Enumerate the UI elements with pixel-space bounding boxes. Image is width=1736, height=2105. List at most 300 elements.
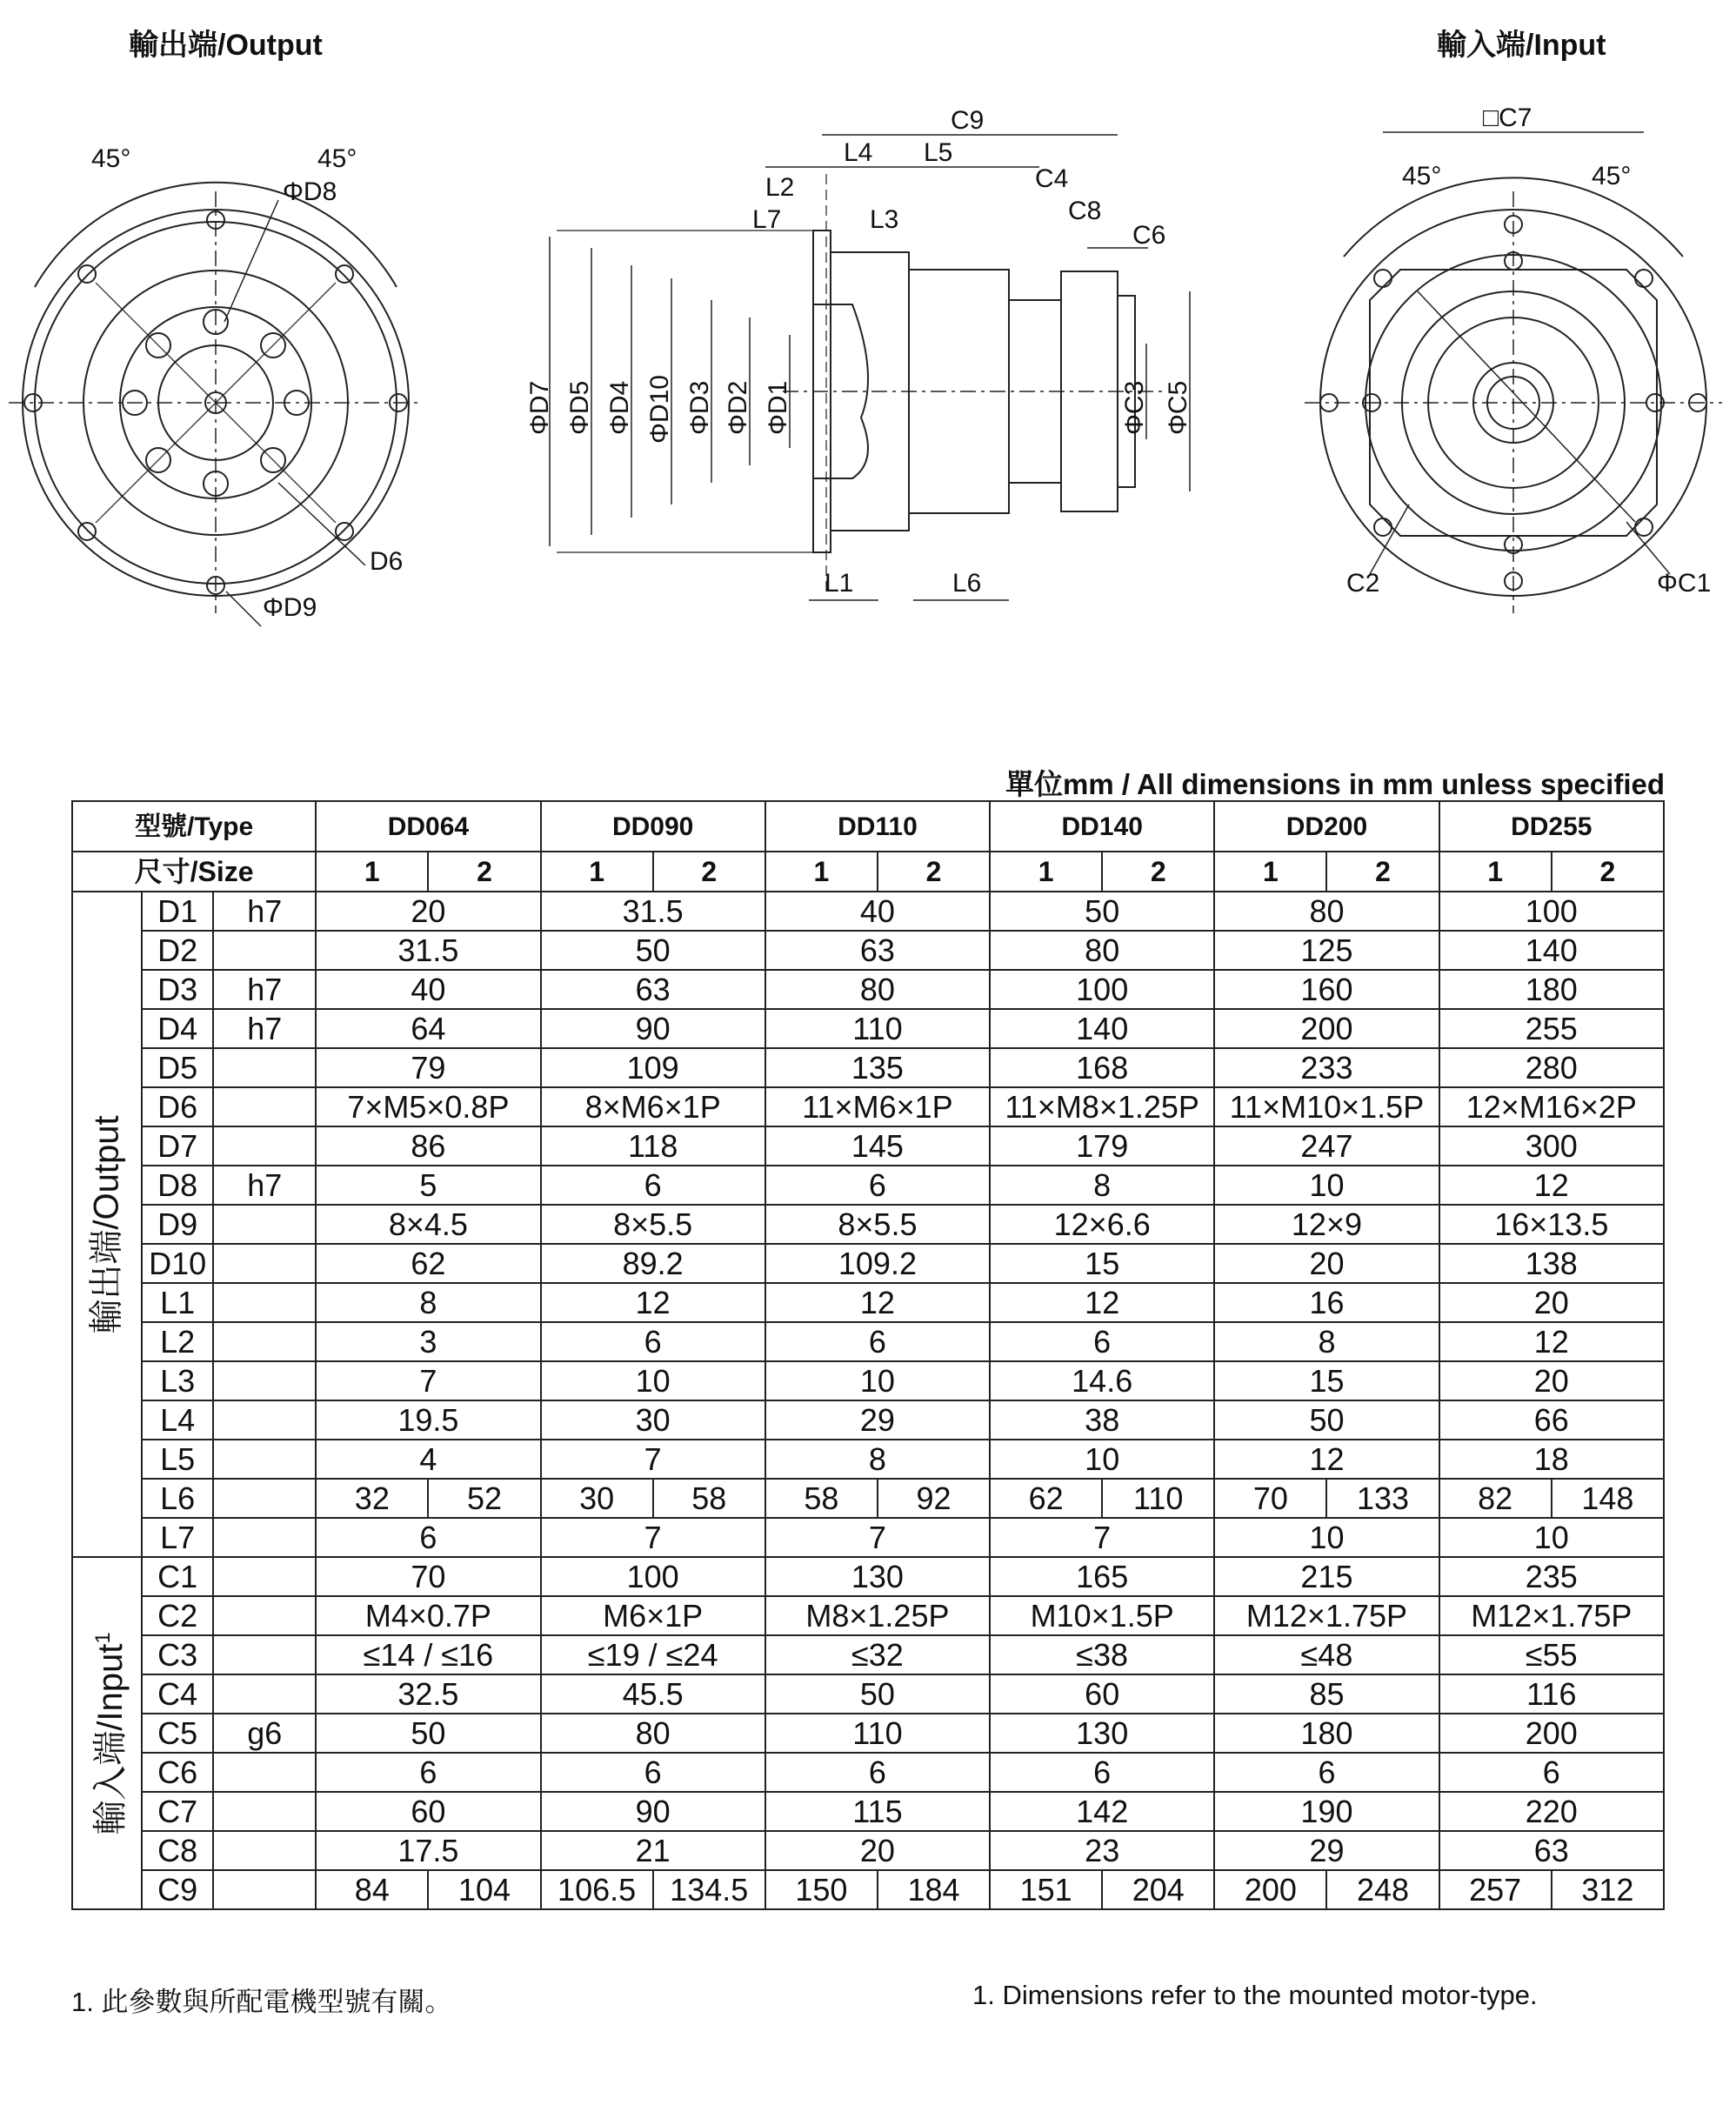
value-cell: 118 [541, 1126, 765, 1166]
dim-d4: ΦD4 [605, 380, 634, 435]
value-cell: 184 [878, 1870, 990, 1909]
value-cell: 11×M6×1P [765, 1087, 990, 1126]
tolerance-cell [213, 1479, 316, 1518]
value-cell: 12×9 [1214, 1205, 1439, 1244]
group-label: 輸入端/Input$^1$ [90, 1631, 130, 1835]
value-cell: 200 [1214, 1009, 1439, 1048]
table-row [72, 892, 1664, 931]
value-cell: 18 [1439, 1440, 1664, 1479]
model-header: DD140 [990, 801, 1214, 852]
value-cell: 130 [765, 1557, 990, 1596]
value-cell: M12×1.75P [1439, 1596, 1664, 1635]
dim-d7: ΦD7 [525, 380, 554, 435]
model-header: DD090 [541, 801, 765, 852]
footnote-en: 1. Dimensions refer to the mounted motor-type. [972, 1980, 1538, 2010]
param-cell: L3 [142, 1361, 213, 1400]
value-cell: 168 [990, 1048, 1214, 1087]
value-cell: 4 [316, 1440, 540, 1479]
value-cell: 200 [1439, 1714, 1664, 1753]
value-cell: 50 [316, 1714, 540, 1753]
value-cell: 20 [765, 1831, 990, 1870]
value-cell: 16 [1214, 1283, 1439, 1322]
value-cell: 7×M5×0.8P [316, 1087, 540, 1126]
dim-c7: □C7 [1483, 104, 1532, 132]
value-cell: 21 [541, 1831, 765, 1870]
param-cell: D8 [142, 1166, 213, 1205]
value-cell: 248 [1326, 1870, 1439, 1909]
footnote-ref: 1 [90, 1631, 115, 1644]
table-row [72, 1518, 1664, 1557]
group-label-cell [72, 892, 142, 1557]
value-cell: 200 [1214, 1870, 1326, 1909]
value-cell: 125 [1214, 931, 1439, 970]
tolerance-cell [213, 931, 316, 970]
value-cell: M12×1.75P [1214, 1596, 1439, 1635]
type-header: 型號/Type [72, 801, 316, 852]
value-cell: 12×6.6 [990, 1205, 1214, 1244]
value-cell: 70 [1214, 1479, 1326, 1518]
value-cell: 130 [990, 1714, 1214, 1753]
table-row [72, 1635, 1664, 1674]
value-cell: 109.2 [765, 1244, 990, 1283]
param-cell: C2 [142, 1596, 213, 1635]
value-cell: 58 [653, 1479, 765, 1518]
value-cell: 29 [1214, 1831, 1439, 1870]
param-cell: L6 [142, 1479, 213, 1518]
table-row [72, 1596, 1664, 1635]
value-cell: 15 [990, 1244, 1214, 1283]
dim-l3: L3 [870, 205, 899, 234]
value-cell: 52 [428, 1479, 540, 1518]
input-view-drawing [1305, 132, 1722, 613]
value-cell: 6 [541, 1753, 765, 1792]
param-cell: D3 [142, 970, 213, 1009]
value-cell: 8 [316, 1283, 540, 1322]
table-row [72, 1753, 1664, 1792]
dim-d6: D6 [370, 547, 404, 576]
output-view-drawing [9, 183, 423, 626]
table-row [72, 1126, 1664, 1166]
tolerance-cell [213, 1048, 316, 1087]
value-cell: 8×5.5 [765, 1205, 990, 1244]
value-cell: 135 [765, 1048, 990, 1087]
value-cell: 63 [1439, 1831, 1664, 1870]
dim-input-angle-left: 45° [1402, 162, 1442, 190]
value-cell: 20 [1439, 1283, 1664, 1322]
value-cell: 165 [990, 1557, 1214, 1596]
value-cell: 300 [1439, 1126, 1664, 1166]
value-cell: 7 [990, 1518, 1214, 1557]
param-cell: C1 [142, 1557, 213, 1596]
value-cell: 116 [1439, 1674, 1664, 1714]
dim-c6: C6 [1132, 221, 1166, 250]
param-cell: L5 [142, 1440, 213, 1479]
param-cell: L1 [142, 1283, 213, 1322]
dim-d3: ΦD3 [685, 380, 714, 435]
value-cell: ≤19 / ≤24 [541, 1635, 765, 1674]
param-cell: L4 [142, 1400, 213, 1440]
param-cell: D5 [142, 1048, 213, 1087]
value-cell: 8 [990, 1166, 1214, 1205]
dim-c9: C9 [951, 106, 985, 135]
value-cell: 6 [990, 1753, 1214, 1792]
value-cell: 115 [765, 1792, 990, 1831]
value-cell: 80 [541, 1714, 765, 1753]
value-cell: 180 [1214, 1714, 1439, 1753]
value-cell: 3 [316, 1322, 540, 1361]
value-cell: 50 [990, 892, 1214, 931]
value-cell: 110 [765, 1009, 990, 1048]
value-cell: M8×1.25P [765, 1596, 990, 1635]
value-cell: 110 [765, 1714, 990, 1753]
table-row [72, 1283, 1664, 1322]
dim-d9: ΦD9 [263, 593, 317, 622]
value-cell: 8×5.5 [541, 1205, 765, 1244]
table-row [72, 1361, 1664, 1400]
value-cell: 86 [316, 1126, 540, 1166]
table-row [72, 1831, 1664, 1870]
value-cell: 6 [765, 1322, 990, 1361]
value-cell: 12 [990, 1283, 1214, 1322]
param-cell: D9 [142, 1205, 213, 1244]
dim-c4: C4 [1035, 164, 1069, 193]
value-cell: 179 [990, 1126, 1214, 1166]
value-cell: 6 [765, 1166, 990, 1205]
value-cell: 220 [1439, 1792, 1664, 1831]
tolerance-cell [213, 1792, 316, 1831]
value-cell: 80 [1214, 892, 1439, 931]
value-cell: 30 [541, 1479, 653, 1518]
model-header: DD200 [1214, 801, 1439, 852]
value-cell: 17.5 [316, 1831, 540, 1870]
value-cell: ≤14 / ≤16 [316, 1635, 540, 1674]
dim-l4: L4 [844, 138, 873, 167]
param-cell: C8 [142, 1831, 213, 1870]
param-cell: D4 [142, 1009, 213, 1048]
dim-c3: ΦC3 [1120, 380, 1149, 435]
value-cell: 19.5 [316, 1400, 540, 1440]
value-cell: 160 [1214, 970, 1439, 1009]
value-cell: 20 [1439, 1361, 1664, 1400]
value-cell: M4×0.7P [316, 1596, 540, 1635]
table-row [72, 1048, 1664, 1087]
spec-table [71, 800, 1665, 1910]
value-cell: 10 [541, 1361, 765, 1400]
value-cell: 6 [1439, 1753, 1664, 1792]
dim-l2: L2 [765, 173, 795, 202]
value-cell: 10 [1214, 1166, 1439, 1205]
value-cell: 6 [765, 1753, 990, 1792]
value-cell: 89.2 [541, 1244, 765, 1283]
value-cell: 7 [316, 1361, 540, 1400]
param-cell: D6 [142, 1087, 213, 1126]
value-cell: 145 [765, 1126, 990, 1166]
value-cell: 12 [541, 1283, 765, 1322]
tolerance-cell [213, 1205, 316, 1244]
param-cell: D10 [142, 1244, 213, 1283]
value-cell: 6 [541, 1166, 765, 1205]
value-cell: 204 [1102, 1870, 1214, 1909]
value-cell: 100 [541, 1557, 765, 1596]
param-cell: C6 [142, 1753, 213, 1792]
value-cell: 134.5 [653, 1870, 765, 1909]
value-cell: 100 [1439, 892, 1664, 931]
value-cell: 12 [1439, 1166, 1664, 1205]
value-cell: 312 [1552, 1870, 1664, 1909]
dim-c2: C2 [1346, 569, 1380, 598]
dim-c5: ΦC5 [1164, 380, 1192, 435]
value-cell: 11×M10×1.5P [1214, 1087, 1439, 1126]
tolerance-cell [213, 1322, 316, 1361]
param-cell: D2 [142, 931, 213, 970]
size-cell: 2 [1326, 852, 1439, 892]
param-cell: C9 [142, 1870, 213, 1909]
value-cell: 280 [1439, 1048, 1664, 1087]
value-cell: 92 [878, 1479, 990, 1518]
value-cell: 109 [541, 1048, 765, 1087]
value-cell: 138 [1439, 1244, 1664, 1283]
value-cell: 6 [316, 1518, 540, 1557]
value-cell: 10 [1439, 1518, 1664, 1557]
value-cell: 32.5 [316, 1674, 540, 1714]
value-cell: 6 [990, 1322, 1214, 1361]
value-cell: 10 [765, 1361, 990, 1400]
table-row [72, 931, 1664, 970]
tolerance-cell [213, 1087, 316, 1126]
size-cell: 2 [1552, 852, 1664, 892]
dim-l7: L7 [752, 205, 782, 234]
size-cell: 1 [1214, 852, 1326, 892]
param-cell: C5 [142, 1714, 213, 1753]
dim-d1: ΦD1 [764, 380, 792, 435]
param-cell: C3 [142, 1635, 213, 1674]
tolerance-cell [213, 1400, 316, 1440]
value-cell: 40 [316, 970, 540, 1009]
value-cell: 29 [765, 1400, 990, 1440]
tolerance-cell [213, 1831, 316, 1870]
value-cell: 233 [1214, 1048, 1439, 1087]
value-cell: 140 [1439, 931, 1664, 970]
value-cell: 45.5 [541, 1674, 765, 1714]
value-cell: 148 [1552, 1479, 1664, 1518]
value-cell: M10×1.5P [990, 1596, 1214, 1635]
dim-d10: ΦD10 [645, 375, 674, 444]
value-cell: 8×M6×1P [541, 1087, 765, 1126]
value-cell: 50 [541, 931, 765, 970]
value-cell: 85 [1214, 1674, 1439, 1714]
dim-c1: ΦC1 [1657, 569, 1712, 598]
dim-l5: L5 [924, 138, 953, 167]
tolerance-cell [213, 1283, 316, 1322]
value-cell: 23 [990, 1831, 1214, 1870]
value-cell: ≤55 [1439, 1635, 1664, 1674]
value-cell: 62 [990, 1479, 1102, 1518]
tolerance-cell: h7 [213, 892, 316, 931]
value-cell: 140 [990, 1009, 1214, 1048]
input-end-label: 輸入端/Input [1437, 29, 1606, 62]
value-cell: 63 [765, 931, 990, 970]
value-cell: 7 [541, 1440, 765, 1479]
value-cell: 58 [765, 1479, 878, 1518]
value-cell: 38 [990, 1400, 1214, 1440]
value-cell: 133 [1326, 1479, 1439, 1518]
value-cell: 12 [1214, 1440, 1439, 1479]
value-cell: 79 [316, 1048, 540, 1087]
dim-d2: ΦD2 [724, 380, 752, 435]
param-cell: L7 [142, 1518, 213, 1557]
value-cell: 150 [765, 1870, 878, 1909]
value-cell: 180 [1439, 970, 1664, 1009]
dim-output-angle-right: 45° [317, 144, 357, 173]
value-cell: 70 [316, 1557, 540, 1596]
value-cell: 100 [990, 970, 1214, 1009]
value-cell: 50 [765, 1674, 990, 1714]
table-row [72, 1009, 1664, 1048]
tolerance-cell [213, 1440, 316, 1479]
size-cell: 1 [765, 852, 878, 892]
value-cell: 80 [990, 931, 1214, 970]
table-row [72, 1400, 1664, 1440]
value-cell: 16×13.5 [1439, 1205, 1664, 1244]
table-row [72, 1714, 1664, 1753]
table-row [72, 1244, 1664, 1283]
value-cell: 110 [1102, 1479, 1214, 1518]
output-end-label: 輸出端/Output [129, 29, 323, 62]
dim-output-angle-left: 45° [91, 144, 131, 173]
table-row [72, 970, 1664, 1009]
type-header-row [72, 801, 1664, 852]
size-cell: 1 [1439, 852, 1552, 892]
value-cell: 80 [765, 970, 990, 1009]
table-row [72, 1166, 1664, 1205]
value-cell: 255 [1439, 1009, 1664, 1048]
size-header: 尺寸/Size [72, 852, 316, 892]
tolerance-cell: h7 [213, 970, 316, 1009]
value-cell: 5 [316, 1166, 540, 1205]
dim-d5: ΦD5 [565, 380, 594, 435]
param-cell: C4 [142, 1674, 213, 1714]
value-cell: 63 [541, 970, 765, 1009]
size-cell: 2 [878, 852, 990, 892]
table-row [72, 1792, 1664, 1831]
param-cell: D1 [142, 892, 213, 931]
value-cell: 40 [765, 892, 990, 931]
value-cell: 215 [1214, 1557, 1439, 1596]
value-cell: 60 [316, 1792, 540, 1831]
value-cell: 60 [990, 1674, 1214, 1714]
value-cell: 90 [541, 1009, 765, 1048]
value-cell: 7 [765, 1518, 990, 1557]
table-row [72, 1674, 1664, 1714]
model-header: DD110 [765, 801, 990, 852]
value-cell: 7 [541, 1518, 765, 1557]
table-row [72, 1557, 1664, 1596]
table-row [72, 1479, 1664, 1518]
param-cell: D7 [142, 1126, 213, 1166]
size-header-row [72, 852, 1664, 892]
value-cell: 31.5 [541, 892, 765, 931]
value-cell: 12 [765, 1283, 990, 1322]
value-cell: 190 [1214, 1792, 1439, 1831]
value-cell: 8 [765, 1440, 990, 1479]
dim-input-angle-right: 45° [1592, 162, 1632, 190]
dim-c8: C8 [1068, 197, 1102, 225]
value-cell: ≤32 [765, 1635, 990, 1674]
param-cell: L2 [142, 1322, 213, 1361]
table-row [72, 1440, 1664, 1479]
value-cell: 6 [1214, 1753, 1439, 1792]
value-cell: 90 [541, 1792, 765, 1831]
value-cell: 8 [1214, 1322, 1439, 1361]
size-cell: 2 [428, 852, 540, 892]
value-cell: 32 [316, 1479, 428, 1518]
size-cell: 1 [316, 852, 428, 892]
tolerance-cell [213, 1635, 316, 1674]
dim-d8: ΦD8 [283, 177, 337, 206]
dim-l6: L6 [952, 569, 982, 598]
value-cell: 12 [1439, 1322, 1664, 1361]
tolerance-cell [213, 1753, 316, 1792]
value-cell: ≤48 [1214, 1635, 1439, 1674]
param-cell: C7 [142, 1792, 213, 1831]
value-cell: 142 [990, 1792, 1214, 1831]
size-cell: 2 [653, 852, 765, 892]
tolerance-cell: h7 [213, 1166, 316, 1205]
model-header: DD064 [316, 801, 540, 852]
value-cell: 151 [990, 1870, 1102, 1909]
value-cell: 6 [541, 1322, 765, 1361]
dim-l1: L1 [825, 569, 854, 598]
size-cell: 1 [541, 852, 653, 892]
value-cell: 14.6 [990, 1361, 1214, 1400]
value-cell: 50 [1214, 1400, 1439, 1440]
tolerance-cell [213, 1674, 316, 1714]
table-row [72, 1322, 1664, 1361]
table-row [72, 1087, 1664, 1126]
value-cell: 247 [1214, 1126, 1439, 1166]
model-header: DD255 [1439, 801, 1664, 852]
tolerance-cell [213, 1518, 316, 1557]
unit-note: 單位mm / All dimensions in mm unless specified [1005, 768, 1665, 800]
value-cell: 8×4.5 [316, 1205, 540, 1244]
value-cell: 12×M16×2P [1439, 1087, 1664, 1126]
tolerance-cell: g6 [213, 1714, 316, 1753]
group-label: 輸出端/Output [87, 1114, 126, 1334]
group-label-cell [72, 1557, 142, 1909]
tolerance-cell [213, 1557, 316, 1596]
table-row [72, 1205, 1664, 1244]
value-cell: 64 [316, 1009, 540, 1048]
tolerance-cell [213, 1596, 316, 1635]
size-cell: 1 [990, 852, 1102, 892]
value-cell: 106.5 [541, 1870, 653, 1909]
value-cell: ≤38 [990, 1635, 1214, 1674]
tolerance-cell [213, 1361, 316, 1400]
value-cell: 15 [1214, 1361, 1439, 1400]
value-cell: 62 [316, 1244, 540, 1283]
value-cell: M6×1P [541, 1596, 765, 1635]
tolerance-cell [213, 1244, 316, 1283]
technical-drawings [0, 70, 1736, 696]
table-row [72, 1870, 1664, 1909]
value-cell: 20 [316, 892, 540, 931]
value-cell: 10 [1214, 1518, 1439, 1557]
value-cell: 84 [316, 1870, 428, 1909]
footnote-zh: 1. 此參數與所配電機型號有關。 [71, 1987, 452, 2017]
value-cell: 31.5 [316, 931, 540, 970]
value-cell: 235 [1439, 1557, 1664, 1596]
value-cell: 82 [1439, 1479, 1552, 1518]
